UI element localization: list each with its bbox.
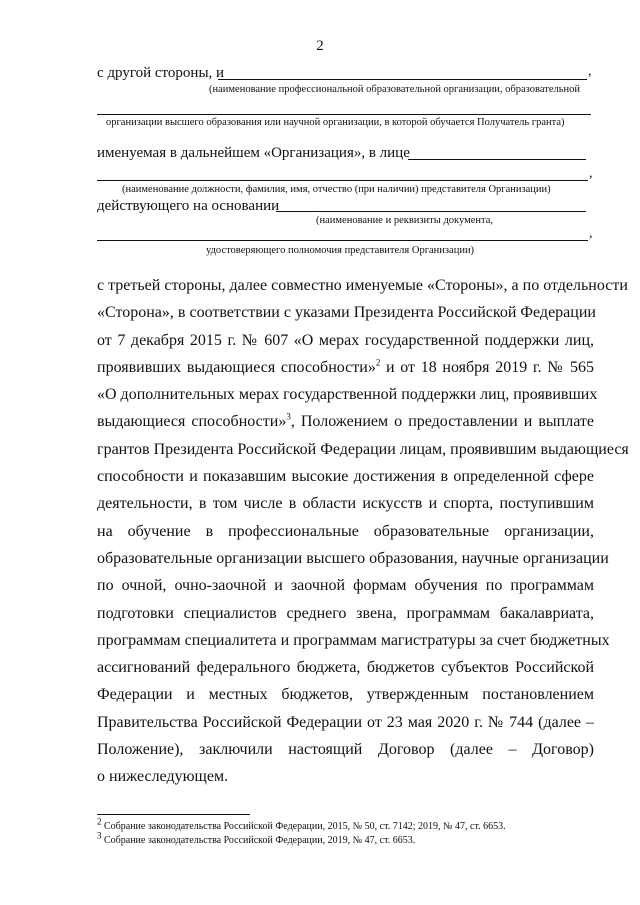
paragraph-line: способности и показавшим высокие достижения в определенной сфере	[97, 468, 594, 486]
footnote-ref: 3	[286, 412, 291, 423]
representative-caption: (наименование должности, фамилия, имя, отчество (при наличии) представителя Организации)	[122, 184, 551, 195]
paragraph-line: по очной, очно-заочной и заочной формам обучения по программам	[97, 577, 594, 595]
document-line	[276, 211, 586, 212]
paragraph-line: деятельности, в том числе в области искусств и спорта, поступившим	[97, 495, 594, 513]
paragraph-line: от 7 декабря 2015 г. № 607 «О мерах государственной поддержки лиц,	[97, 331, 594, 349]
footnote	[97, 830, 416, 846]
document-caption-2: удостоверяющего полномочия представителя Организации)	[206, 245, 475, 256]
document-line-2	[97, 240, 588, 241]
comma-mark: ,	[588, 64, 592, 79]
paragraph-line: подготовки специалистов среднего звена, программам бакалавриата,	[97, 604, 594, 622]
text-fragment: , Положением о предоставлении и выплате	[290, 413, 595, 431]
text-fragment: выдающиеся способности»	[97, 413, 287, 431]
main-paragraph	[97, 272, 629, 791]
paragraph-line: с третьей стороны, далее совместно именуемые «Стороны», а по отдельности	[97, 277, 628, 294]
footnote-text: Собрание законодательства Российской Федерации, 2019, № 47, ст. 6653.	[104, 835, 416, 846]
paragraph-line: Федерации и местных бюджетов, утвержденным постановлением	[97, 686, 594, 704]
footnote	[97, 816, 506, 832]
paragraph-line	[97, 408, 594, 435]
page-number: 2	[316, 38, 324, 54]
footnote-text: Собрание законодательства Российской Федерации, 2015, № 50, ст. 7142; 2019, № 47, ст. 6653.	[104, 821, 506, 832]
other-party-label: с другой стороны, и	[97, 65, 225, 81]
paragraph-line: «О дополнительных мерах государственной поддержки лиц, проявивших	[97, 386, 598, 404]
comma-mark: ,	[589, 226, 593, 241]
text-fragment: проявивших выдающиеся способности»	[97, 358, 376, 376]
footnote-mark: 2	[97, 816, 102, 827]
text-fragment: и от 18 ноября 2019 г. № 565	[380, 358, 595, 376]
organization-name-line	[218, 79, 587, 80]
representative-line	[408, 159, 586, 160]
paragraph-line: о нижеследующем.	[97, 768, 229, 786]
paragraph-line: грантов Президента Российской Федерации лицам, проявившим выдающиеся	[97, 440, 629, 458]
organization-name-line-2	[97, 114, 591, 115]
organization-caption-2: организации высшего образования или научной организации, в которой обучается Получатель гранта)	[106, 117, 565, 128]
footnote-separator	[97, 814, 250, 815]
paragraph-line	[97, 354, 594, 381]
paragraph-line: ассигнований федерального бюджета, бюджетов субъектов Российской	[97, 659, 594, 677]
paragraph-line: программам специалитета и программам магистратуры за счет бюджетных	[97, 631, 610, 649]
paragraph-line: на обучение в профессиональные образовательные организации,	[97, 522, 594, 540]
paragraph-line: образовательные организации высшего образования, научные организации	[97, 549, 609, 567]
document-caption: (наименование и реквизиты документа,	[316, 215, 494, 226]
paragraph-line: Правительства Российской Федерации от 23 мая 2020 г. № 744 (далее –	[97, 713, 594, 731]
paragraph-line: Положение), заключили настоящий Договор (далее – Договор)	[97, 741, 594, 759]
paragraph-line: «Сторона», в соответствии с указами Президента Российской Федерации	[97, 304, 596, 322]
comma-mark: ,	[589, 166, 593, 181]
organization-caption: (наименование профессиональной образовательной организации, образовательной	[209, 84, 580, 95]
organization-named-label: именуемая в дальнейшем «Организация», в лице	[97, 145, 410, 161]
acting-basis-label: действующего на основании	[97, 198, 280, 214]
footnote-mark: 3	[97, 830, 102, 841]
footnote-ref: 2	[375, 357, 381, 368]
representative-line-2	[97, 180, 588, 181]
